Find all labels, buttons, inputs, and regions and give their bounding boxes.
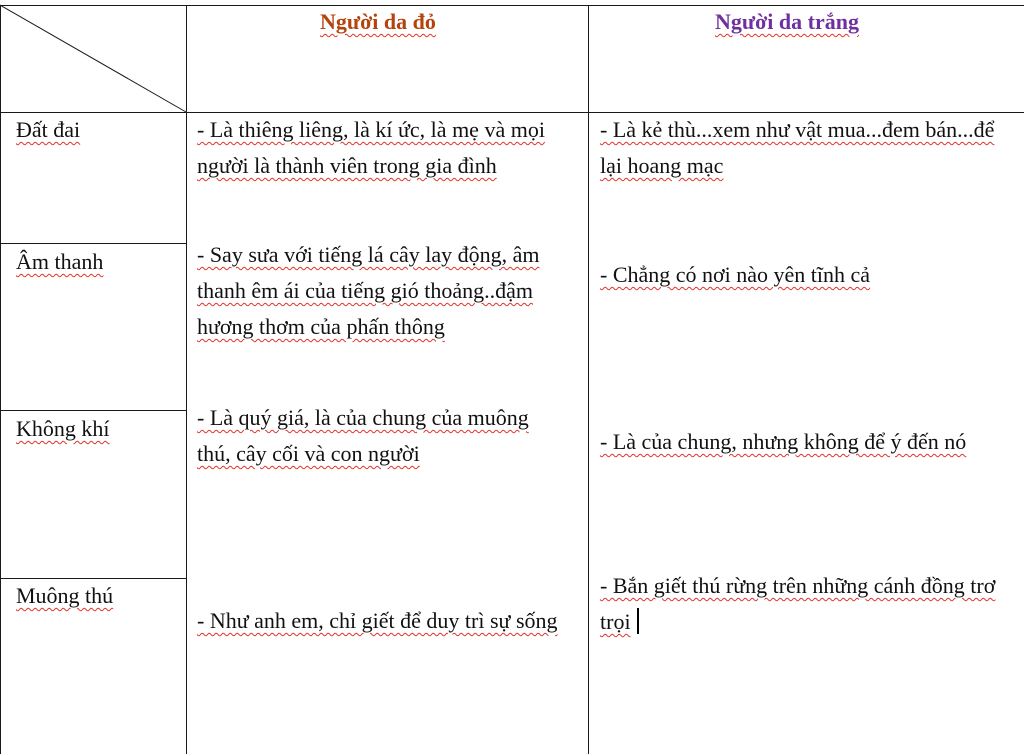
row-label-sound: Âm thanh [16, 249, 104, 274]
row-label-animals: Muông thú [16, 583, 114, 608]
row-label-air: Không khí [16, 416, 110, 441]
cell-white-animals[interactable] [600, 568, 1000, 640]
column-separator-1 [186, 5, 187, 754]
cell-red-sound: - Say sưa với tiếng lá cây lay động, âm thanh êm ái của tiếng gió thoảng..đậm hương thơm của phấn thông [197, 242, 540, 339]
column-separator-2 [588, 5, 589, 754]
header-red-people: Người da đỏ [320, 9, 436, 34]
table-border-left [0, 5, 1, 754]
cell-red-animals: - Như anh em, chỉ giết để duy trì sự sống [197, 608, 558, 633]
cell-white-land: - Là kẻ thù...xem như vật mua...đem bán...để lại hoang mạc [600, 117, 995, 178]
text-cursor [637, 608, 639, 634]
header-white-people: Người da trắng [715, 9, 859, 34]
cell-red-land: - Là thiêng liêng, là kí ức, là mẹ và mọi người là thành viên trong gia đình [197, 117, 545, 178]
header-diagonal-line [0, 0, 190, 116]
cell-white-sound: - Chẳng có nơi nào yên tĩnh cả [600, 262, 871, 287]
row-label-land: Đất đai [16, 117, 81, 142]
cell-white-animals-text: - Bắn giết thú rừng trên những cánh đồng trơ trọi [600, 573, 996, 634]
cell-white-air: - Là của chung, nhưng không để ý đến nó [600, 429, 967, 454]
cell-red-air: - Là quý giá, là của chung của muông thú, cây cối và con người [197, 405, 529, 466]
